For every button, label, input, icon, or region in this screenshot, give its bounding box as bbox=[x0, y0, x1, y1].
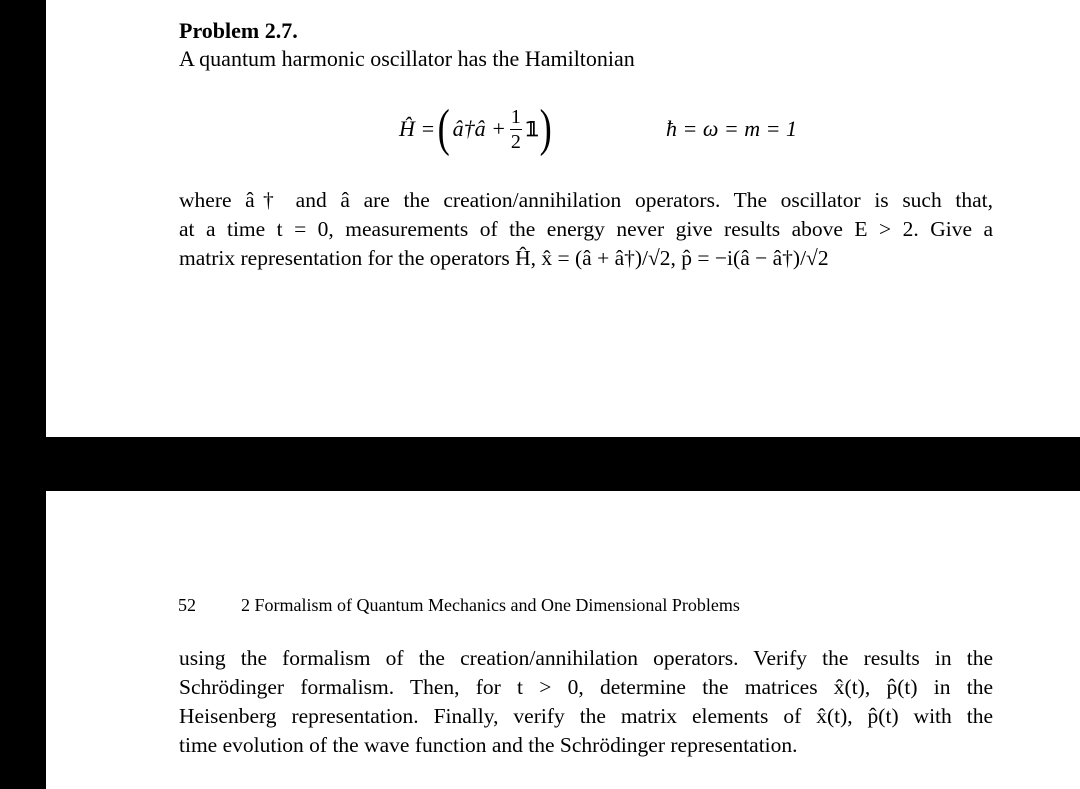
page-number: 52 bbox=[178, 595, 196, 615]
page-top bbox=[46, 0, 1080, 437]
continuation-paragraph bbox=[179, 644, 993, 760]
chapter-title: 2 Formalism of Quantum Mechanics and One Dimensional Problems bbox=[241, 595, 740, 615]
operator-product: â†â + bbox=[452, 116, 506, 141]
problem-heading: Problem 2.7. bbox=[179, 18, 298, 43]
hamiltonian-expression bbox=[399, 94, 554, 164]
fraction-numerator: 1 bbox=[510, 105, 521, 128]
left-paren: ( bbox=[437, 100, 450, 157]
one-half-fraction bbox=[509, 107, 523, 152]
natural-units: ħ = ω = m = 1 bbox=[666, 116, 797, 141]
paragraph-line: where â† and â are the creation/annihilation operators. The oscillator is such that, bbox=[179, 188, 993, 212]
paragraph-line: Heisenberg representation. Finally, verify the matrix elements of x̂(t), p̂(t) with the bbox=[179, 704, 993, 728]
paragraph-line: Schrödinger formalism. Then, for t > 0, determine the matrices x̂(t), p̂(t) in the bbox=[179, 675, 993, 699]
identity-operator: 𝟙 bbox=[525, 118, 537, 141]
page-bottom bbox=[46, 491, 1080, 789]
right-paren: ) bbox=[539, 100, 552, 157]
paragraph-line: at a time t = 0, measurements of the energy never give results above E > 2. Give a bbox=[179, 217, 993, 241]
paragraph-line: using the formalism of the creation/annihilation operators. Verify the results in the bbox=[179, 646, 993, 670]
hamiltonian-lhs: Ĥ = bbox=[399, 116, 436, 141]
problem-paragraph bbox=[179, 186, 993, 273]
paragraph-line: matrix representation for the operators Ĥ, x̂ = (â + â†)/√2, p̂ = −i(â − â†)/√2 bbox=[179, 246, 829, 270]
fraction-denominator: 2 bbox=[510, 130, 521, 153]
paragraph-line: time evolution of the wave function and the Schrödinger representation. bbox=[179, 733, 798, 757]
problem-intro: A quantum harmonic oscillator has the Hamiltonian bbox=[179, 46, 635, 71]
